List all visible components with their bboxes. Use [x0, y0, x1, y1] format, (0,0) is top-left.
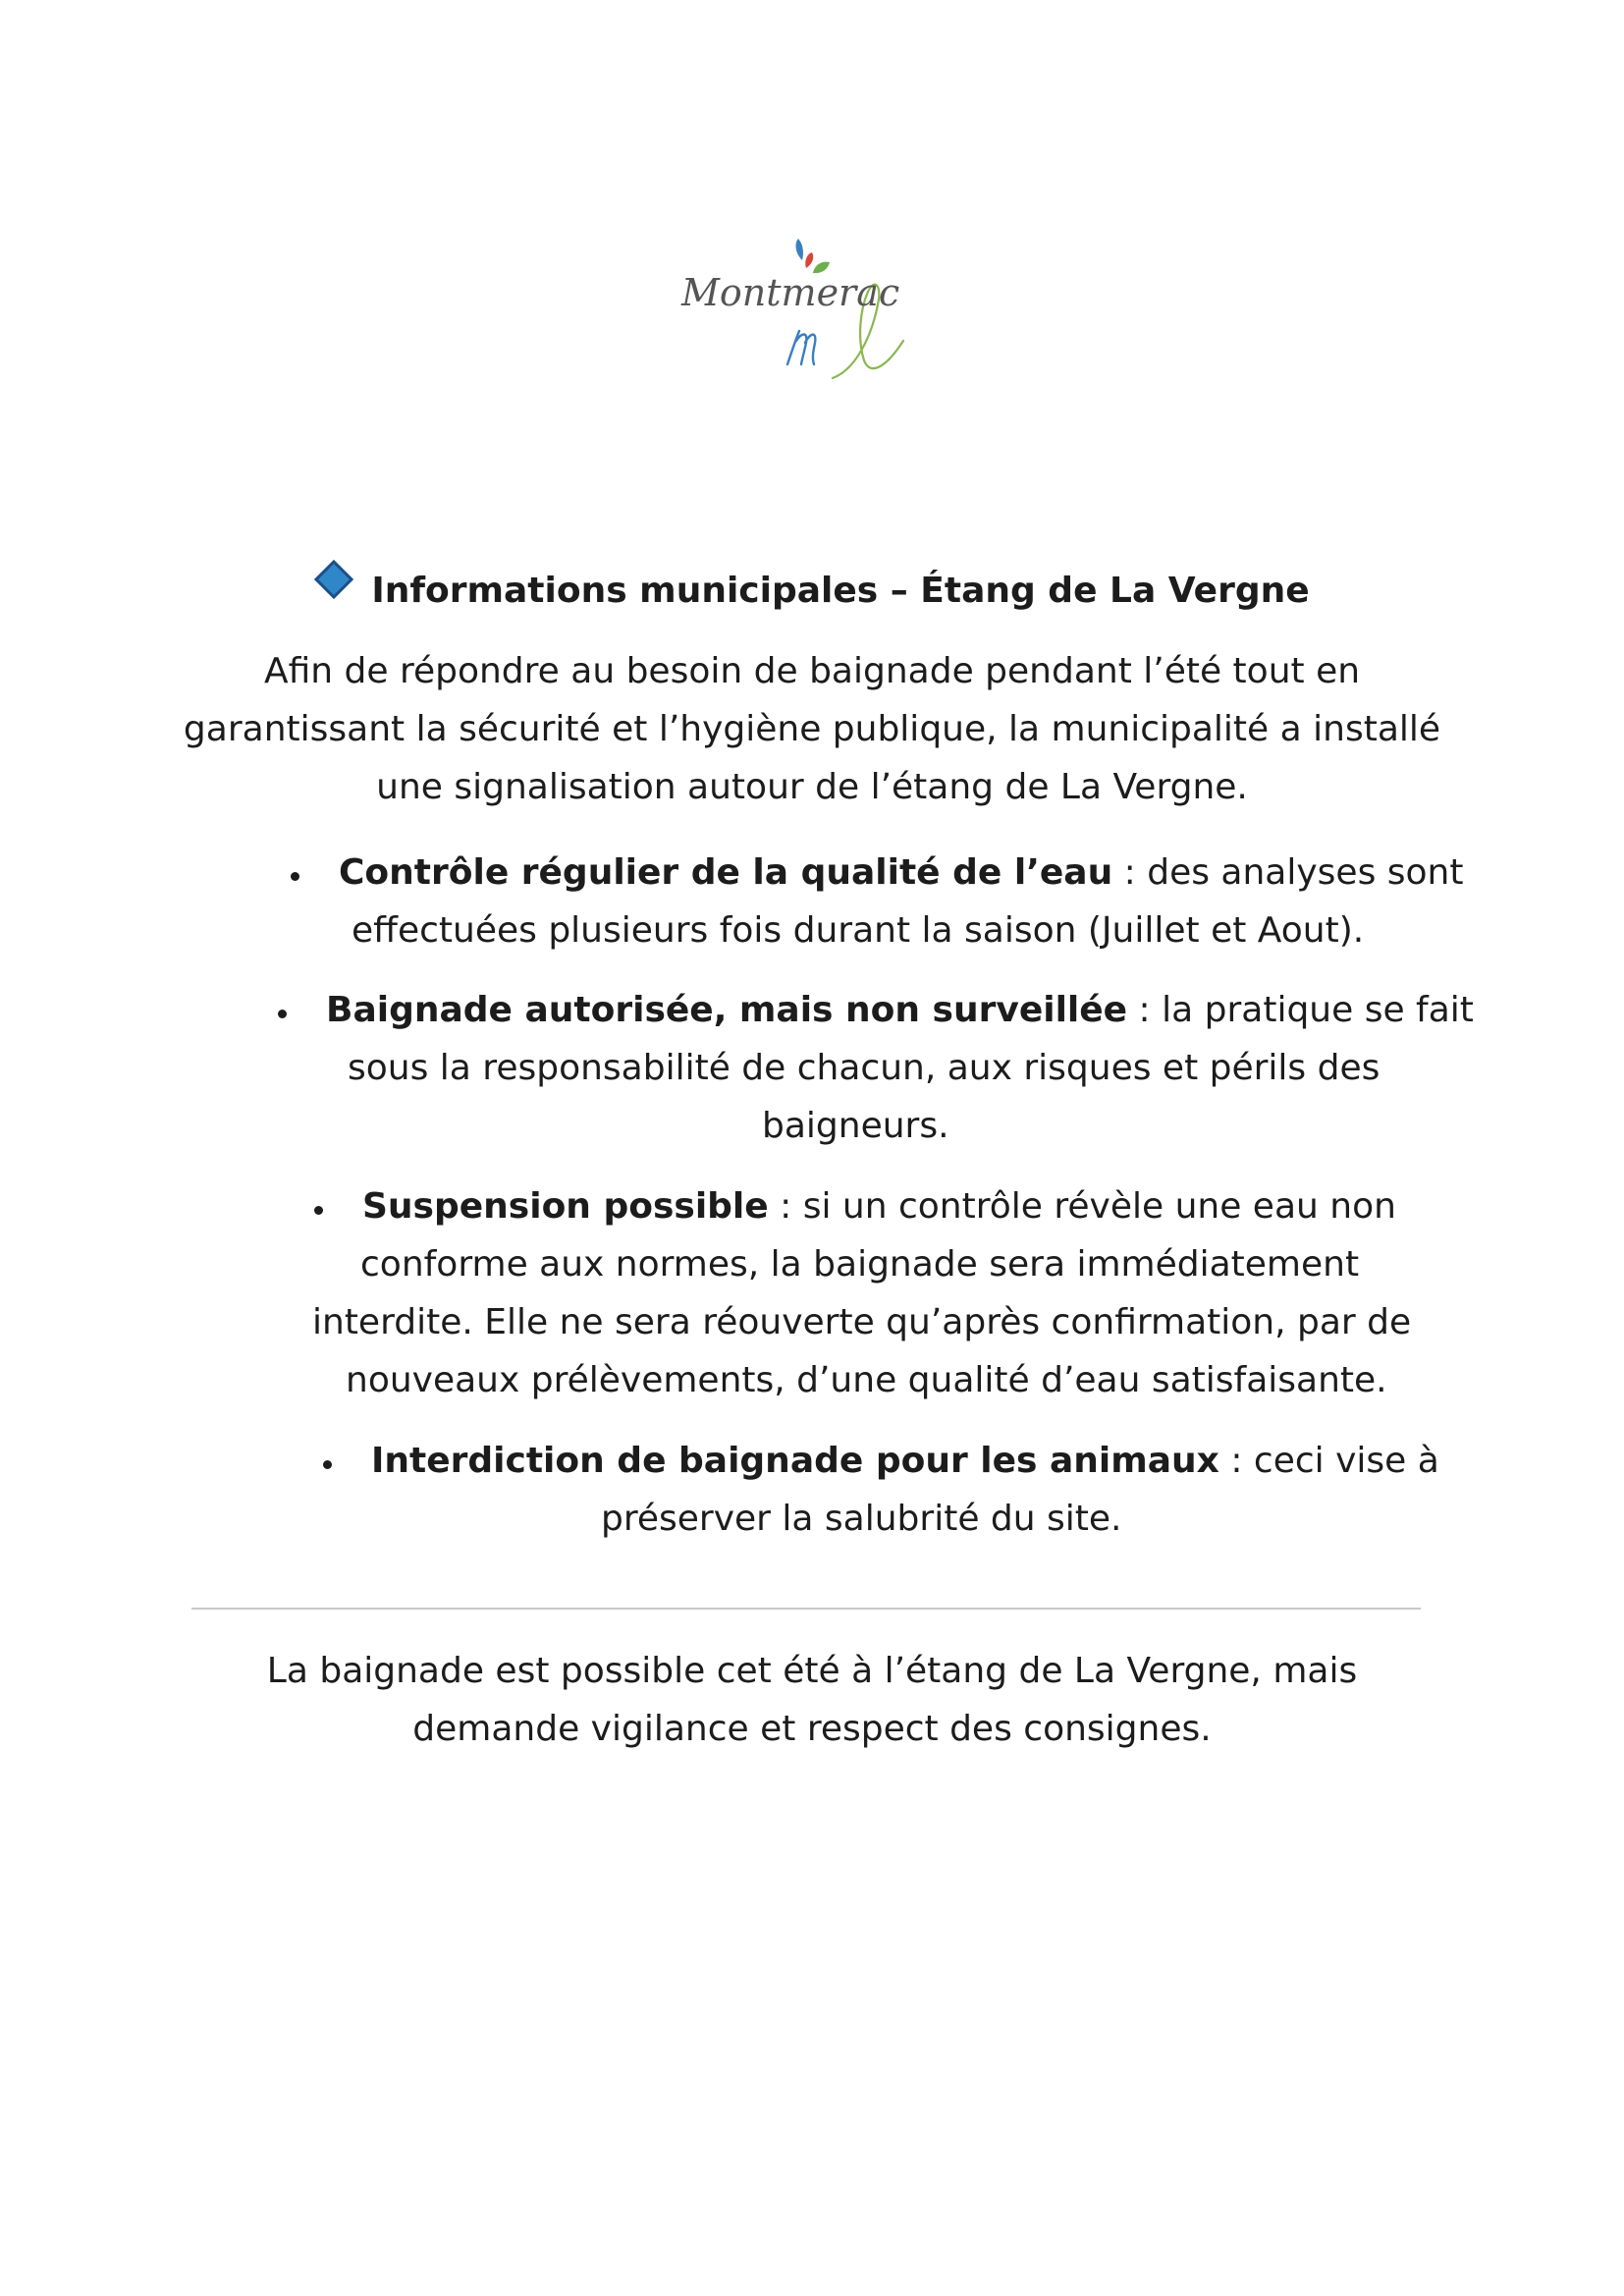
bullet-text-line: conforme aux normes, la baignade sera immédiatement [360, 1244, 1360, 1285]
footer-paragraph [0, 1642, 1624, 1758]
title-text: Informations municipales – Étang de La Vergne [371, 571, 1310, 611]
bullet-text-line: baigneurs. [762, 1106, 949, 1146]
page-title [0, 563, 1624, 620]
bullet-bold-label: Interdiction de baignade pour les animaux [371, 1441, 1219, 1481]
bullet-text-line: effectuées plusieurs fois durant la saison (Juillet et Aout). [352, 910, 1365, 951]
intro-paragraph [0, 642, 1624, 816]
divider [191, 1608, 1421, 1610]
bullet-text: : la pratique se fait [1127, 990, 1474, 1030]
bullet-first-line [371, 1432, 1439, 1490]
bullet-bold-label: Suspension possible [362, 1186, 769, 1227]
logo-m-stroke [787, 331, 815, 364]
bullet-bold-label: Baignade autorisée, mais non surveillée [326, 990, 1128, 1030]
intro-line: une signalisation autour de l’étang de La Vergne. [376, 767, 1248, 807]
bullet-dot [323, 1460, 332, 1469]
intro-line: garantissant la sécurité et l’hygiène publique, la municipalité a installé [183, 709, 1441, 749]
footer-line: demande vigilance et respect des consignes. [412, 1709, 1212, 1749]
bullet-dot [291, 872, 299, 881]
bullet-first-line [326, 981, 1474, 1039]
logo-red-petal [805, 252, 813, 268]
bullet-text-line: nouveaux prélèvements, d’une qualité d’eau satisfaisante. [346, 1360, 1387, 1400]
blue-diamond-icon [314, 560, 353, 616]
footer-line: La baignade est possible cet été à l’étang de La Vergne, mais [266, 1651, 1358, 1691]
bullet-text-line: sous la responsabilité de chacun, aux risques et périls des [348, 1048, 1380, 1088]
bullet-text-line: préserver la salubrité du site. [601, 1499, 1122, 1539]
bullet-first-line [362, 1177, 1396, 1235]
bullet-dot [314, 1206, 323, 1215]
bullet-dot [278, 1010, 287, 1018]
bullet-first-line [339, 844, 1463, 902]
intro-line: Afin de répondre au besoin de baignade pendant l’été tout en [263, 651, 1361, 691]
montmerac-logo-icon [668, 231, 952, 388]
bullet-text-line: interdite. Elle ne sera réouverte qu’après confirmation, par de [312, 1302, 1412, 1342]
bullet-text: : si un contrôle révèle une eau non [768, 1186, 1396, 1227]
montmerac-logo [668, 231, 952, 388]
bullet-bold-label: Contrôle régulier de la qualité de l’eau [339, 852, 1113, 893]
logo-text: Montmerac [681, 271, 900, 314]
bullet-text: : ceci vise à [1218, 1441, 1439, 1481]
bullet-text: : des analyses sont [1112, 852, 1464, 893]
logo-blue-petal [795, 239, 802, 260]
